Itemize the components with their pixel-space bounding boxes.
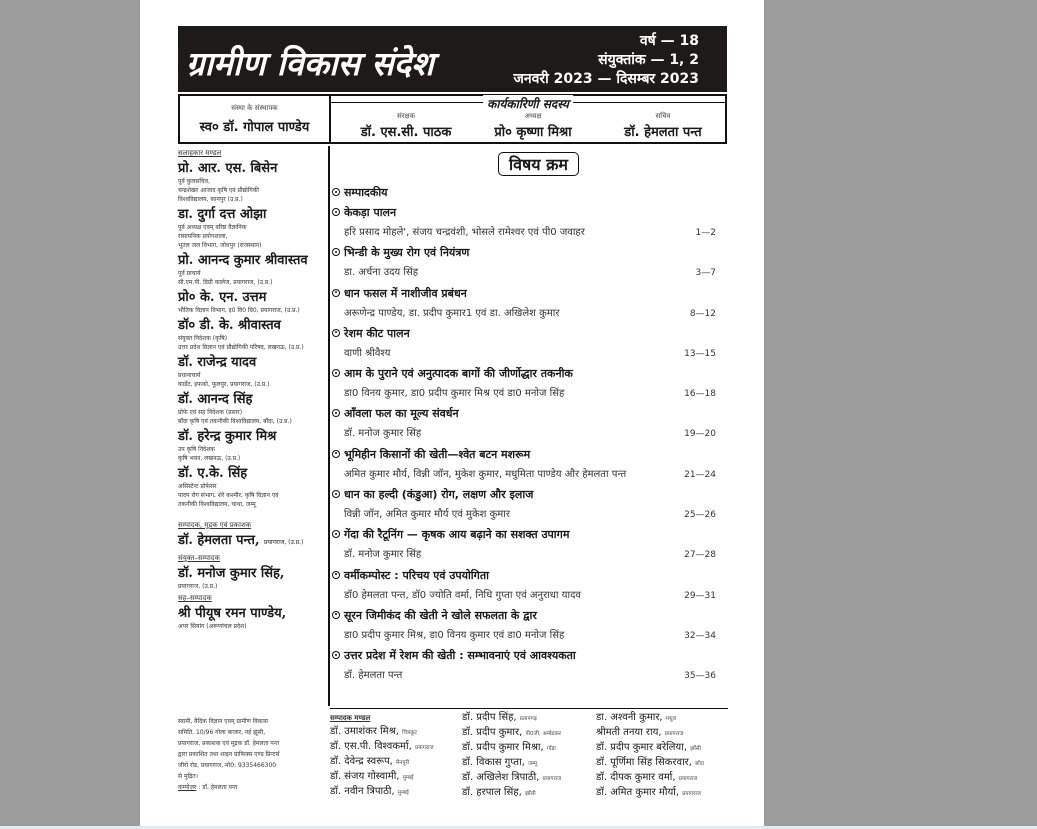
bullet-icon — [332, 611, 340, 619]
board-member: डॉ. प्रदीप कुमार, पी0जी, अम्बेडकर — [462, 727, 562, 738]
advisor-name: डॉ. हरेन्द्र कुमार मिश्र — [178, 429, 277, 444]
sidebar-advisory — [178, 146, 330, 706]
toc-item-authors: हरि प्रसाद मोहले', संजय चन्द्रवंशी, भोसले रामेश्वर एवं पी0 जवाहर — [344, 227, 585, 238]
toc-item — [330, 183, 730, 203]
toc-item — [330, 525, 730, 565]
toc-item — [330, 566, 730, 606]
executive-heading-rule — [331, 97, 725, 111]
volume-year: वर्ष — 18 — [639, 33, 699, 49]
toc-item-pages: 27—28 — [684, 550, 716, 561]
board-member: श्रीमती तनया राय, प्रयागराज — [596, 727, 684, 738]
toc-item-pages: 32—34 — [684, 630, 716, 641]
board-member: डॉ. नवीन त्रिपाठी, मुम्बई — [330, 786, 409, 797]
toc-title: विषय क्रम — [498, 152, 579, 176]
board-member: डॉ. एस.पी. विश्वकर्मा, प्रयागराज — [330, 741, 434, 752]
toc-item-authors: डा0 विनय कुमार, डा0 प्रदीप कुमार मिश्र एवं डा0 मनोज सिंह — [344, 388, 565, 400]
bullet-icon — [332, 289, 340, 297]
executive-heading: कार्यकारिणी सदस्य — [483, 95, 573, 112]
advisor-desc: संयुक्त निदेशक (कृषि) उत्तर प्रदेश विज्ञान एवं प्रौद्योगिकी परिषद, लखनऊ, (उ.प्र.) — [178, 335, 304, 351]
board-member: डॉ. प्रदीप सिंह, प्रतापगढ़ — [462, 712, 537, 723]
bullet-icon — [332, 530, 340, 538]
joint-editor-name: डॉ. मनोज कुमार सिंह, — [178, 566, 285, 581]
toc-item-authors: डॉ. हेमलता पन्त — [344, 670, 403, 682]
founder-name: स्व० डॉ. गोपाल पाण्डेय — [199, 120, 310, 135]
advisor-name: डॉ. राजेन्द्र यादव — [178, 355, 257, 370]
table-of-contents — [330, 146, 730, 708]
co-editor-place: अपर सियांग (अरूणांचल प्रदेश) — [178, 623, 247, 630]
toc-item-pages: 1—2 — [695, 228, 716, 238]
founder-label: संस्था के संस्थापक — [231, 104, 278, 112]
advisor-desc: पूर्व कुलसचिव, चन्द्रशेखर आजाद कृषि एवं प्रौद्योगिकी विश्वविद्यालय, कानपुर (उ.प्र.) — [178, 178, 259, 203]
advisor-desc: भौतिक विज्ञान विभाग, इ0 वि0 वि0, प्रयागराज, (उ.प्र.) — [178, 307, 300, 314]
editorial-board-col1 — [330, 712, 434, 800]
toc-item — [330, 324, 730, 364]
president — [473, 112, 593, 140]
bullet-icon — [332, 450, 340, 458]
issue-info — [513, 32, 699, 89]
imprint: स्वामी, वैदिक विज्ञान एवम् ग्रामीण विकास समिति, 10/96 गोला बाजार, नई झूंसी, प्रयागराज, प्रकाशक एवं मुद्रक डॉ. हेमलता पन्त द्वारा प्रकाशित तथा शाइन ग्राफिक्स एण्ड प्रिन्टर्स जीरो रोड, प्रयागराज, मो0: 9335466300 से मुद्रित। कम्पोज़र : डॉ. हेमलता पन्त — [178, 718, 280, 791]
toc-item-title: धान फसल में नाशीजीव प्रबंधन — [344, 286, 467, 300]
toc-item-title: सूरन जिमीकंद की खेती ने खोले सफलता के द्वार — [344, 608, 537, 622]
advisor-desc: प्रोफे एवं सह निदेशक (प्रसार) बाँदा कृषि एवं तकनीकी विश्वविद्यालय, बाँदा, (उ.प्र.) — [178, 409, 292, 425]
board-member: डॉ. हरपाल सिंह, झाँसी — [462, 787, 536, 798]
toc-bottom-rule — [330, 708, 728, 709]
board-member: डॉ. संजय गोस्वामी, मुम्बई — [330, 771, 414, 782]
toc-item-title: केकड़ा पालन — [344, 206, 397, 219]
toc-item-pages: 13—15 — [684, 348, 716, 359]
toc-item-title: सम्पादकीय — [344, 186, 388, 199]
toc-item — [330, 485, 730, 525]
editorial-board-heading: सम्पादक मण्डल — [330, 714, 371, 722]
joint-editor-place: प्रयागराज, (उ.प्र.) — [178, 583, 218, 590]
toc-item-pages: 35—36 — [684, 671, 716, 682]
composer-name: : डॉ. हेमलता पन्त — [198, 784, 238, 791]
toc-item — [330, 606, 730, 646]
toc-item-authors: डॉ. मनोज कुमार सिंह — [344, 428, 422, 440]
advisor-name: डॉ० डी. के. श्रीवास्तव — [178, 318, 281, 333]
toc-item-pages: 29—31 — [684, 590, 716, 601]
toc-item-title: भूमिहीन किसानों की खेती—श्वेत बटन मशरूम — [344, 447, 531, 461]
advisory-heading: सलाहकार मण्डल — [178, 149, 222, 157]
toc-item-pages: 8—12 — [689, 308, 716, 319]
advisor-name: प्रो० के. एन. उत्तम — [178, 290, 267, 305]
president-role: अध्यक्ष — [524, 112, 542, 120]
toc-item-pages: 19—20 — [684, 429, 716, 440]
toc-item-pages: 3—7 — [695, 268, 716, 279]
journal-title: ग्रामीण विकास संदेश — [186, 44, 434, 83]
advisor-name: डॉ. आनन्द सिंह — [178, 392, 253, 407]
issue-date-range: जनवरी 2023 — दिसम्बर 2023 — [513, 71, 699, 87]
patron — [351, 112, 461, 140]
toc-item-title: उत्तर प्रदेश में रेशम की खेती : सम्भावनाएं एवं आवश्यकता — [344, 649, 576, 663]
toc-item — [330, 284, 730, 324]
advisor-name: डॉ. ए.के. सिंह — [178, 466, 248, 481]
board-member: डॉ. प्रदीप कुमार बरेलिया, झाँसी — [596, 742, 701, 753]
toc-item — [330, 364, 730, 404]
bullet-icon — [332, 369, 340, 377]
toc-item-title: भिन्डी के मुख्य रोग एवं नियंत्रण — [344, 246, 470, 260]
toc-item-title: आम के पुराने एवं अनुत्पादक बागों की जीर्णोद्धार तकनीक — [344, 367, 573, 381]
toc-item-authors: डॉ0 हेमलता पन्त, डॉ0 ज्योति वर्मा, निधि गुप्ता एवं अनुराधा यादव — [344, 589, 581, 601]
bullet-icon — [332, 248, 340, 256]
toc-item-title: गेंदा की रैटूनिंग — कृषक आय बढ़ाने का सशक्त उपागम — [344, 528, 570, 542]
board-member: डॉ. अमित कुमार मौर्या, प्रयागराज — [596, 787, 701, 798]
toc-item — [330, 445, 730, 485]
masthead — [178, 26, 727, 92]
toc-item — [330, 203, 730, 243]
toc-item — [330, 646, 730, 686]
bullet-icon — [332, 571, 340, 579]
editorial-board-col3 — [596, 711, 704, 801]
toc-item-pages: 21—24 — [684, 469, 716, 480]
joint-editor-heading: संयुक्त–सम्पादक — [178, 554, 220, 562]
secretary-name: डॉ. हेमलता पन्त — [624, 125, 702, 140]
advisor-name: प्रो. आनन्द कुमार श्रीवास्तव — [178, 253, 308, 268]
advisor-name: प्रो. आर. एस. बिसेन — [178, 161, 278, 176]
bullet-icon — [332, 208, 340, 216]
bullet-icon — [332, 651, 340, 659]
board-member: डॉ. विकास गुप्ता, जम्मू — [462, 757, 538, 768]
advisor-name: डा. दुर्गा दत्त ओझा — [178, 207, 267, 222]
co-editor-name: श्री पीयूष रमन पाण्डेय, — [178, 606, 287, 621]
advisor-desc: पूर्व प्राचार्य सी.एम.पी. डिग्री कालेज, प्रयागराज, (उ.प्र.) — [178, 270, 273, 286]
board-member: डॉ. दीपक कुमार वर्मा, प्रयागराज — [596, 772, 698, 783]
document-page — [140, 0, 764, 826]
advisor-desc: असिस्टेन्ट प्रोफेसर पादप रोग संभाग, शेरे कश्मीर, कृषि विज्ञान एवं तकनीकी विश्वविद्यालय, चाथा, जम्मू — [178, 483, 279, 508]
bullet-icon — [332, 329, 340, 337]
board-member: डॉ. अखिलेश त्रिपाठी, प्रयागराज — [462, 772, 562, 783]
executive-members — [331, 96, 725, 142]
bullet-icon — [332, 409, 340, 417]
secretary-role: सचिव — [655, 112, 671, 120]
board-member: डा. अश्वनी कुमार, मथुरा — [596, 712, 677, 723]
board-member: डॉ. प्रदीप कुमार मिश्रा, गोंडा — [462, 742, 556, 753]
secretary — [603, 112, 723, 140]
toc-list — [330, 183, 730, 687]
toc-item-authors: अरूणेन्द्र पाण्डेय, डा. प्रदीप कुमार1 एवं डा. अखिलेश कुमार — [344, 307, 560, 319]
board-member: डॉ. देवेन्द्र स्वरूप, मैनपुरी — [330, 756, 410, 767]
toc-item-authors: डॉ. मनोज कुमार सिंह — [344, 549, 422, 561]
advisor-desc: उप कृषि निदेशक कृषि भवन, लखनऊ, (उ.प्र.) — [178, 446, 241, 462]
toc-item-pages: 25—26 — [684, 510, 716, 521]
issue-number: संयुक्तांक — 1, 2 — [598, 52, 699, 68]
toc-item-authors: डा0 प्रदीप कुमार मिश्र, डा0 विनय कुमार एवं डा0 मनोज सिंह — [344, 629, 565, 641]
founder-block — [180, 96, 331, 142]
board-member: डॉ. पूर्णिमा सिंह सिकरवार, बाँदा — [596, 757, 705, 768]
editor-heading: सम्पादक, मुद्रक एवं प्रकाशक — [178, 521, 252, 529]
toc-item — [330, 243, 730, 283]
board-member: डॉ. उमाशंकर मिश्र, चित्रकूट — [330, 726, 418, 737]
toc-item — [330, 404, 730, 444]
patron-name: डॉ. एस.सी. पाठक — [360, 125, 452, 140]
patron-role: संरक्षक — [397, 112, 415, 120]
composer-label: कम्पोज़र — [178, 784, 197, 791]
advisor-desc: प्रधानाचार्य कार्डेट, इफको, फूलपुर, प्रयागराज, (उ.प्र.) — [178, 372, 270, 388]
toc-item-authors: विन्नी जॉन, अमित कुमार मौर्य एवं मुकेश कुमार — [344, 509, 510, 521]
editorial-board-col2 — [462, 711, 561, 801]
bullet-icon — [332, 490, 340, 498]
toc-item-title: धान का हल्दी (कंडुआ) रोग, लक्षण और इलाज — [344, 488, 534, 502]
advisor-desc: पूर्व अध्यक्ष एवम् वरिष्ठ वैज्ञानिक रासायनिक प्रयोगशाला, भूतल जल विभाग, जोधपुर (राजस्थान) — [178, 224, 262, 249]
co-editor-heading: सह–सम्पादक — [178, 594, 212, 602]
toc-item-authors: अमित कुमार मौर्य, विन्नी जॉन, मुकेश कुमार, मधुमिता पाण्डेय और हेमलता पन्त — [344, 468, 627, 480]
toc-item-title: वर्मीकम्पोस्ट : परिचय एवं उपयोगिता — [344, 568, 489, 582]
editor-name: डॉ. हेमलता पन्त, प्रयागराज, (उ.प्र.) — [178, 533, 304, 548]
toc-item-authors: डा. अर्चना उदय सिंह — [344, 267, 419, 279]
toc-item-pages: 16—18 — [684, 389, 716, 400]
toc-item-authors: वाणी श्रीवैश्य — [344, 347, 391, 359]
executive-box — [178, 94, 727, 144]
toc-item-title: रेशम कीट पालन — [344, 326, 410, 340]
toc-item-title: आँवला फल का मूल्य संवर्धन — [344, 407, 459, 421]
president-name: प्रो० कृष्णा मिश्रा — [494, 125, 572, 140]
bullet-icon — [332, 188, 340, 196]
